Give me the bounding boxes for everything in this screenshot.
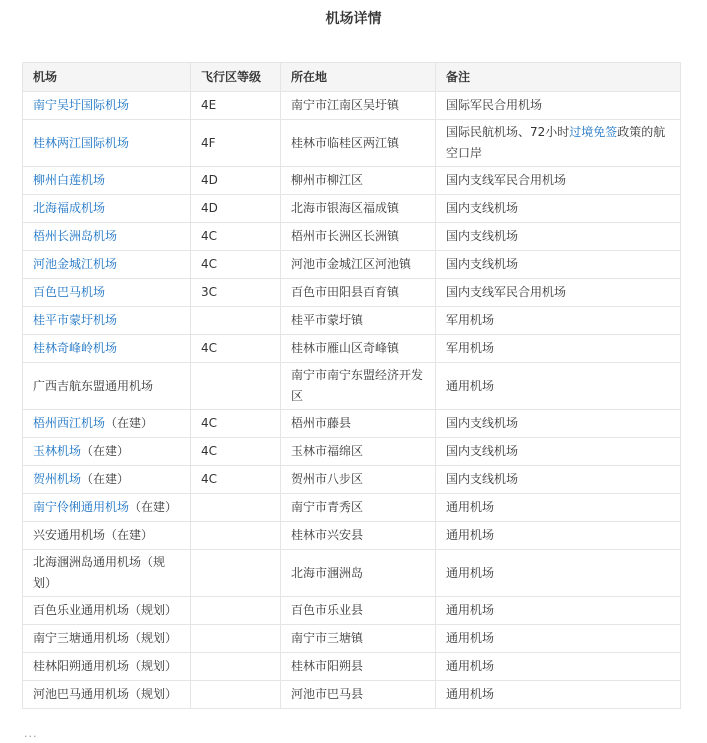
airport-name: 广西吉航东盟通用机场 [33,378,154,393]
remark-cell: 国内支线机场 [436,466,681,494]
airport-name-cell [23,550,191,597]
airport-name-cell [23,466,191,494]
location-cell: 南宁市青秀区 [281,494,436,522]
airport-link[interactable]: 北海福成机场 [33,201,106,215]
airport-status: （在建） [129,500,178,514]
airport-name-cell [23,279,191,307]
airport-link[interactable]: 桂平市蒙圩机场 [33,313,118,327]
remark-cell: 通用机场 [436,522,681,550]
airport-name-cell [23,494,191,522]
table-row [23,466,681,494]
remark-cell: 国内支线军民合用机场 [436,279,681,307]
airport-name: 百色乐业通用机场（规划） [33,603,178,617]
location-cell: 河池市金城江区河池镇 [281,251,436,279]
airport-link[interactable]: 梧州长洲岛机场 [33,229,118,243]
table-row [23,279,681,307]
airport-name: 河池巴马通用机场（规划） [33,687,178,701]
location-cell: 北海市银海区福成镇 [281,195,436,223]
remark-cell: 国内支线机场 [436,410,681,438]
airport-link[interactable]: 贺州机场 [33,472,82,486]
remark-cell: 国内支线军民合用机场 [436,167,681,195]
location-cell: 南宁市三塘镇 [281,625,436,653]
table-row [23,625,681,653]
remark-cell: 通用机场 [436,363,681,410]
table-row [23,494,681,522]
remark-cell: 军用机场 [436,307,681,335]
grade-cell [191,681,281,709]
airport-link[interactable]: 南宁伶俐通用机场 [33,500,130,514]
location-cell: 百色市田阳县百育镇 [281,279,436,307]
grade-cell: 4C [191,335,281,363]
airport-name-cell [23,410,191,438]
table-row [23,120,681,167]
grade-cell [191,550,281,597]
airport-name-cell [23,195,191,223]
grade-cell: 4C [191,438,281,466]
location-cell: 桂林市阳朔县 [281,653,436,681]
airport-name: 南宁三塘通用机场（规划） [33,631,178,645]
table-row [23,223,681,251]
remark-cell [436,120,681,167]
table-row [23,438,681,466]
grade-cell: 4D [191,195,281,223]
airport-link[interactable]: 梧州西江机场 [33,416,106,430]
table-row [23,597,681,625]
airport-status: （在建） [81,444,130,458]
table-row [23,410,681,438]
airport-status: （在建） [81,472,130,486]
airport-name-cell [23,307,191,335]
airport-name: 兴安通用机场（在建） [33,528,154,542]
location-cell: 河池市巴马县 [281,681,436,709]
table-row [23,195,681,223]
airport-status: （在建） [105,416,154,430]
location-cell: 贺州市八步区 [281,466,436,494]
grade-cell: 4F [191,120,281,167]
remark-cell: 通用机场 [436,550,681,597]
remark-cell: 国内支线机场 [436,195,681,223]
location-cell: 桂林市兴安县 [281,522,436,550]
airport-name-cell [23,363,191,410]
remark-text: 政策的航空口岸 [446,125,666,160]
airport-name-cell [23,625,191,653]
remark-cell: 通用机场 [436,625,681,653]
airport-link[interactable]: 柳州白莲机场 [33,173,106,187]
airport-name: 北海涠洲岛通用机场（规划） [33,555,166,590]
airport-name: 桂林阳朔通用机场（规划） [33,659,178,673]
airport-name-cell [23,223,191,251]
remark-text: 国际民航机场、72小时 [446,125,570,139]
airport-link[interactable]: 桂林奇峰岭机场 [33,341,118,355]
location-cell: 南宁市江南区吴圩镇 [281,92,436,120]
airport-name-cell [23,120,191,167]
grade-cell [191,625,281,653]
header-grade: 飞行区等级 [191,63,281,92]
table-row [23,92,681,120]
location-cell: 梧州市藤县 [281,410,436,438]
page-title: 机场详情 [325,11,382,27]
grade-cell [191,522,281,550]
remark-cell: 国内支线机场 [436,223,681,251]
airport-name-cell [23,597,191,625]
table-row [23,307,681,335]
table-row [23,522,681,550]
grade-cell: 4D [191,167,281,195]
airport-link[interactable]: 南宁吴圩国际机场 [33,98,130,112]
location-cell: 柳州市柳江区 [281,167,436,195]
remark-link[interactable]: 过境免签 [569,125,618,139]
location-cell: 百色市乐业县 [281,597,436,625]
airport-link[interactable]: 百色巴马机场 [33,285,106,299]
airport-name-cell [23,438,191,466]
location-cell: 北海市涠洲岛 [281,550,436,597]
location-cell: 梧州市长洲区长洲镇 [281,223,436,251]
header-airport: 机场 [23,63,191,92]
remark-cell: 国内支线机场 [436,251,681,279]
remark-cell: 国际军民合用机场 [436,92,681,120]
location-cell: 玉林市福绵区 [281,438,436,466]
grade-cell: 3C [191,279,281,307]
airport-name-cell [23,522,191,550]
remark-cell: 军用机场 [436,335,681,363]
remark-cell: 通用机场 [436,597,681,625]
airport-table [22,62,681,709]
grade-cell: 4E [191,92,281,120]
header-remark: 备注 [436,63,681,92]
remark-cell: 国内支线机场 [436,438,681,466]
table-header-row [23,63,681,92]
airport-name-cell [23,92,191,120]
airport-link[interactable]: 桂林两江国际机场 [33,135,130,150]
location-cell: 桂平市蒙圩镇 [281,307,436,335]
more-ellipsis: ··· [24,730,38,743]
airport-name-cell [23,681,191,709]
table-row [23,653,681,681]
grade-cell [191,363,281,410]
remark-cell: 通用机场 [436,653,681,681]
airport-name-cell [23,167,191,195]
airport-link[interactable]: 玉林机场 [33,444,82,458]
grade-cell [191,653,281,681]
location-cell: 桂林市临桂区两江镇 [281,120,436,167]
location-cell: 桂林市雁山区奇峰镇 [281,335,436,363]
grade-cell: 4C [191,466,281,494]
grade-cell: 4C [191,251,281,279]
airport-name-cell [23,251,191,279]
grade-cell [191,597,281,625]
location-cell: 南宁市南宁东盟经济开发区 [281,363,436,410]
header-location: 所在地 [281,63,436,92]
grade-cell: 4C [191,223,281,251]
table-row [23,681,681,709]
remark-cell: 通用机场 [436,494,681,522]
airport-name-cell [23,335,191,363]
table-row [23,550,681,597]
table-row [23,167,681,195]
table-row [23,363,681,410]
airport-name-cell [23,653,191,681]
remark-cell: 通用机场 [436,681,681,709]
table-body [23,92,681,709]
table-row [23,335,681,363]
grade-cell [191,494,281,522]
grade-cell: 4C [191,410,281,438]
airport-link[interactable]: 河池金城江机场 [33,257,118,271]
table-row [23,251,681,279]
grade-cell [191,307,281,335]
